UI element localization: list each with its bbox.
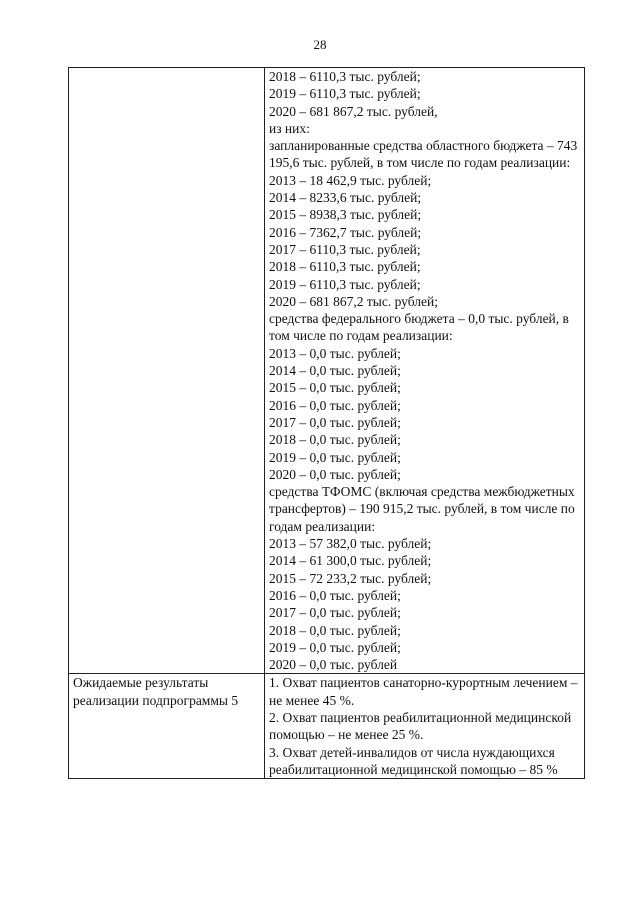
financing-line: 2020 – 681 867,2 тыс. рублей, (269, 103, 438, 119)
tfoms-year: 2016 – 0,0 тыс. рублей; (269, 587, 401, 603)
federal-budget-year: 2020 – 0,0 тыс. рублей; (269, 466, 401, 482)
federal-budget-year: 2019 – 0,0 тыс. рублей; (269, 449, 401, 465)
federal-budget-year: 2016 – 0,0 тыс. рублей; (269, 397, 401, 413)
expected-results-row (69, 674, 585, 779)
federal-budget-year: 2015 – 0,0 тыс. рублей; (269, 380, 401, 396)
federal-budget-intro: средства федерального бюджета – 0,0 тыс. рублей, в том числе по годам реализации: (269, 311, 569, 344)
tfoms-year: 2015 – 72 233,2 тыс. рублей; (269, 570, 432, 586)
tfoms-year: 2019 – 0,0 тыс. рублей; (269, 639, 401, 655)
tfoms-year: 2018 – 0,0 тыс. рублей; (269, 622, 401, 638)
expected-result-item: 3. Охват детей-инвалидов от числа нуждающихся реабилитационной медицинской помощью – 85 % (269, 744, 558, 777)
federal-budget-year: 2017 – 0,0 тыс. рублей; (269, 414, 401, 430)
expected-result-item: 1. Охват пациентов санаторно-курортным лечением – не менее 45 %. (269, 675, 578, 708)
financing-line: 2018 – 6110,3 тыс. рублей; (269, 69, 421, 84)
federal-budget-year: 2013 – 0,0 тыс. рублей; (269, 345, 401, 361)
regional-budget-year: 2019 – 6110,3 тыс. рублей; (269, 276, 421, 292)
federal-budget-year: 2014 – 0,0 тыс. рублей; (269, 363, 401, 379)
expected-results-cell (265, 674, 585, 779)
tfoms-intro: средства ТФОМС (включая средства межбюджетных трансфертов) – 190 915,2 тыс. рублей, в том числе по годам реализации: (269, 484, 575, 534)
page-number: 28 (313, 37, 327, 52)
tfoms-year: 2017 – 0,0 тыс. рублей; (269, 605, 401, 621)
financing-label-cell (69, 68, 265, 674)
federal-budget-year: 2018 – 0,0 тыс. рублей; (269, 432, 401, 448)
regional-budget-year: 2016 – 7362,7 тыс. рублей; (269, 224, 422, 240)
tfoms-year: 2014 – 61 300,0 тыс. рублей; (269, 553, 432, 569)
expected-result-item: 2. Охват пациентов реабилитационной медицинской помощью – не менее 25 %. (269, 709, 572, 743)
regional-budget-year: 2020 – 681 867,2 тыс. рублей; (269, 293, 438, 309)
tfoms-year: 2020 – 0,0 тыс. рублей (269, 657, 398, 673)
financing-cell (265, 68, 585, 674)
subprogram-passport-table (68, 67, 585, 779)
tfoms-year: 2013 – 57 382,0 тыс. рублей; (269, 536, 432, 552)
regional-budget-intro: запланированные средства областного бюджета – 743 195,6 тыс. рублей, в том числе по годам реализации: (269, 138, 578, 171)
financing-line: 2019 – 6110,3 тыс. рублей; (269, 86, 421, 102)
financing-row (69, 68, 585, 674)
regional-budget-year: 2013 – 18 462,9 тыс. рублей; (269, 172, 432, 188)
financing-line: из них: (269, 120, 310, 136)
regional-budget-year: 2014 – 8233,6 тыс. рублей; (269, 190, 422, 206)
regional-budget-year: 2015 – 8938,3 тыс. рублей; (269, 207, 422, 223)
expected-results-label: Ожидаемые результаты реализации подпрограммы 5 (69, 674, 265, 779)
regional-budget-year: 2018 – 6110,3 тыс. рублей; (269, 259, 421, 275)
regional-budget-year: 2017 – 6110,3 тыс. рублей; (269, 241, 421, 257)
